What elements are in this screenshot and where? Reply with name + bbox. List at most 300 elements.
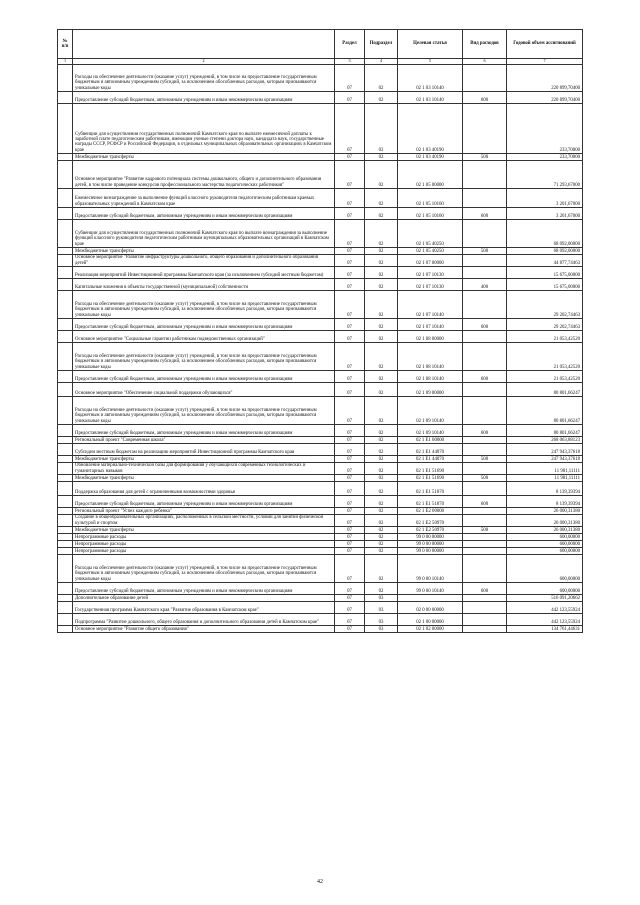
cell-section: 07	[335, 626, 365, 633]
cell-section: 07	[335, 508, 365, 515]
index-cell: 1	[58, 59, 73, 65]
cell-target: 02 1 07 10130	[398, 279, 463, 291]
cell-expense-kind	[463, 515, 507, 527]
cell-subsection: 02	[365, 482, 398, 496]
cell-amount: 233,70000	[507, 104, 583, 154]
cell-subsection: 02	[365, 343, 398, 371]
cell-num	[58, 189, 73, 208]
cell-amount: 8 139,39394	[507, 496, 583, 508]
cell-subsection: 02	[365, 555, 398, 583]
table-row	[58, 444, 583, 456]
cell-subsection: 02	[365, 508, 398, 515]
table-row	[58, 267, 583, 279]
cell-name: Расходы на обеспечение деятельности (оказание услуг) учреждений, в том числе на предоставление государственным бюджетным и автономным учреждениям субсидий, за исключением обособленных расходов, которым присваиваются уникальные коды	[73, 291, 335, 319]
table-row	[58, 161, 583, 189]
table-row	[58, 319, 583, 331]
table-row	[58, 555, 583, 583]
cell-section: 07	[335, 319, 365, 331]
cell-section: 07	[335, 548, 365, 555]
cell-target: 99 0 00 10140	[398, 555, 463, 583]
cell-subsection: 02	[365, 444, 398, 456]
cell-subsection: 02	[365, 331, 398, 343]
cell-num	[58, 248, 73, 255]
cell-section: 07	[335, 331, 365, 343]
cell-target: 02 1 E2 50970	[398, 527, 463, 534]
cell-section: 07	[335, 482, 365, 496]
cell-amount: 3 201,67000	[507, 189, 583, 208]
cell-amount: 29 202,74463	[507, 291, 583, 319]
cell-amount: 71 293,67000	[507, 161, 583, 189]
cell-num	[58, 154, 73, 161]
cell-target	[398, 595, 463, 602]
cell-target: 02 1 00 00000	[398, 614, 463, 626]
cell-section: 07	[335, 475, 365, 482]
cell-amount: 80 801,66247	[507, 383, 583, 397]
cell-subsection: 02	[365, 515, 398, 527]
cell-section: 07	[335, 248, 365, 255]
cell-name: Межбюджетные трансферты	[73, 475, 335, 482]
table-row	[58, 279, 583, 291]
cell-amount: 26 000,31380	[507, 508, 583, 515]
cell-num	[58, 104, 73, 154]
cell-num	[58, 482, 73, 496]
cell-target: 02 1 08 10140	[398, 343, 463, 371]
cell-amount: 600,00000	[507, 541, 583, 548]
cell-num	[58, 371, 73, 383]
cell-section: 07	[335, 456, 365, 463]
cell-target: 02 1 05 10160	[398, 189, 463, 208]
cell-name: Расходы на обеспечение деятельности (оказание услуг) учреждений, в том числе на предоставление государственным бюджетным и автономным учреждениям субсидий, за исключением обособленных расходов, которым присваиваются уникальные коды	[73, 65, 335, 92]
cell-expense-kind	[463, 255, 507, 267]
cell-target: 02 1 E1 51870	[398, 482, 463, 496]
cell-name: Основное мероприятие "Социальные гарантии работникам подведомственных организаций"	[73, 331, 335, 343]
cell-expense-kind	[463, 534, 507, 541]
cell-name: Непрограммные расходы	[73, 534, 335, 541]
table-row	[58, 548, 583, 555]
cell-num	[58, 319, 73, 331]
cell-name: Основное мероприятие "Развитие инфраструктуры дошкольного, общего образования и дополнительного образования детей"	[73, 255, 335, 267]
cell-target: 02 1 02 00000	[398, 626, 463, 633]
cell-num	[58, 456, 73, 463]
cell-amount: 15 675,00000	[507, 267, 583, 279]
cell-expense-kind: 500	[463, 456, 507, 463]
cell-target: 02 1 05 40250	[398, 220, 463, 248]
cell-num	[58, 65, 73, 92]
header-col-subsection: Подраздел	[365, 30, 398, 59]
cell-subsection: 02	[365, 463, 398, 475]
cell-num	[58, 614, 73, 626]
table-row	[58, 65, 583, 92]
cell-expense-kind: 500	[463, 154, 507, 161]
cell-expense-kind	[463, 397, 507, 425]
page-number: 42	[317, 879, 323, 885]
cell-section: 07	[335, 92, 365, 104]
cell-name: Субсидии местным бюджетам на реализацию мероприятий Инвестиционной программы Камчатского края	[73, 444, 335, 456]
cell-section: 07	[335, 583, 365, 595]
table-row	[58, 92, 583, 104]
cell-num	[58, 496, 73, 508]
cell-expense-kind	[463, 463, 507, 475]
cell-name: Расходы на обеспечение деятельности (оказание услуг) учреждений, в том числе на предоставление государственным бюджетным и автономным учреждениям субсидий, за исключением обособленных расходов, которым присваиваются уникальные коды	[73, 555, 335, 583]
cell-subsection: 02	[365, 291, 398, 319]
cell-subsection: 03	[365, 626, 398, 633]
cell-name: Расходы на обеспечение деятельности (оказание услуг) учреждений, в том числе на предоставление государственным бюджетным и автономным учреждениям субсидий, за исключением обособленных расходов, которым присваиваются уникальные коды	[73, 343, 335, 371]
cell-num	[58, 475, 73, 482]
cell-name: Межбюджетные трансферты	[73, 456, 335, 463]
cell-subsection: 02	[365, 104, 398, 154]
table-row	[58, 343, 583, 371]
cell-name: Межбюджетные трансферты	[73, 248, 335, 255]
cell-num	[58, 291, 73, 319]
budget-table-sheet	[57, 29, 582, 633]
cell-section: 07	[335, 534, 365, 541]
table-row	[58, 208, 583, 220]
cell-target: 02 1 E1 51690	[398, 475, 463, 482]
cell-subsection: 02	[365, 425, 398, 437]
cell-num	[58, 463, 73, 475]
cell-name: Предоставление субсидий бюджетным, автономным учреждениям и иным некоммерческим организациям	[73, 496, 335, 508]
cell-amount: 600,00000	[507, 583, 583, 595]
cell-expense-kind	[463, 383, 507, 397]
cell-num	[58, 383, 73, 397]
cell-section: 07	[335, 154, 365, 161]
cell-amount: 26 000,31380	[507, 515, 583, 527]
cell-subsection: 02	[365, 534, 398, 541]
cell-expense-kind	[463, 626, 507, 633]
cell-section: 07	[335, 65, 365, 92]
cell-name: Предоставление субсидий бюджетным, автономным учреждениям и иным некоммерческим организациям	[73, 583, 335, 595]
cell-amount: 44 877,74463	[507, 255, 583, 267]
cell-target: 99 0 00 00000	[398, 541, 463, 548]
cell-expense-kind	[463, 508, 507, 515]
cell-amount: 80 801,66247	[507, 425, 583, 437]
cell-target: 02 1 E2 00000	[398, 508, 463, 515]
cell-amount: 247 943,37618	[507, 456, 583, 463]
table-row	[58, 626, 583, 633]
cell-target: 99 0 00 00000	[398, 534, 463, 541]
header-col-expense: Вид расходов	[463, 30, 507, 59]
cell-expense-kind	[463, 189, 507, 208]
cell-section: 07	[335, 255, 365, 267]
cell-expense-kind	[463, 444, 507, 456]
cell-amount: 29 202,74463	[507, 319, 583, 331]
cell-num	[58, 343, 73, 371]
cell-expense-kind: 600	[463, 92, 507, 104]
cell-num	[58, 595, 73, 602]
cell-expense-kind	[463, 541, 507, 548]
cell-name: Межбюджетные трансферты	[73, 154, 335, 161]
cell-subsection: 03	[365, 614, 398, 626]
cell-amount: 21 053,42520	[507, 371, 583, 383]
cell-expense-kind: 600	[463, 496, 507, 508]
cell-amount: 26 000,31380	[507, 527, 583, 534]
cell-amount: 233,70000	[507, 154, 583, 161]
cell-subsection: 02	[365, 255, 398, 267]
cell-target: 99 0 00 00000	[398, 548, 463, 555]
table-row	[58, 508, 583, 515]
cell-expense-kind	[463, 595, 507, 602]
cell-subsection: 02	[365, 248, 398, 255]
cell-name: Региональный проект "Успех каждого ребенка"	[73, 508, 335, 515]
index-cell: 3	[335, 59, 365, 65]
cell-name: Государственная программа Камчатского края "Развитие образования в Камчатском крае"	[73, 602, 335, 614]
table-row	[58, 602, 583, 614]
cell-expense-kind	[463, 104, 507, 154]
table-row	[58, 475, 583, 482]
cell-amount: 21 053,42520	[507, 331, 583, 343]
cell-section: 07	[335, 220, 365, 248]
cell-name: Реализация мероприятий Инвестиционной программы Камчатского края (за исключением субсидий местным бюджетам)	[73, 267, 335, 279]
table-row	[58, 456, 583, 463]
table-row	[58, 437, 583, 444]
cell-name: Ежемесячное вознаграждение за выполнение функций классного руководителя педагогическим работникам краевых образовательных учреждений в Камчатском крае	[73, 189, 335, 208]
cell-num	[58, 331, 73, 343]
cell-num	[58, 279, 73, 291]
cell-name: Расходы на обеспечение деятельности (оказание услуг) учреждений, в том числе на предоставление государственным бюджетным и автономным учреждениям субсидий, за исключением обособленных расходов, которым присваиваются уникальные коды	[73, 397, 335, 425]
cell-expense-kind	[463, 482, 507, 496]
cell-target: 02 1 E2 50970	[398, 515, 463, 527]
cell-target: 02 1 09 00000	[398, 383, 463, 397]
cell-num	[58, 534, 73, 541]
cell-expense-kind	[463, 220, 507, 248]
table-row	[58, 614, 583, 626]
cell-name: Предоставление субсидий бюджетным, автономным учреждениям и иным некоммерческим организациям	[73, 425, 335, 437]
cell-name: Предоставление субсидий бюджетным, автономным учреждениям и иным некоммерческим организациям	[73, 319, 335, 331]
cell-section: 07	[335, 614, 365, 626]
cell-amount: 15 675,00000	[507, 279, 583, 291]
table-row	[58, 515, 583, 527]
cell-section: 07	[335, 444, 365, 456]
cell-section: 07	[335, 343, 365, 371]
cell-expense-kind	[463, 437, 507, 444]
header-col-target: Целевая статья	[398, 30, 463, 59]
cell-target: 02 1 E1 44070	[398, 444, 463, 456]
cell-num	[58, 397, 73, 425]
cell-target: 02 1 07 10140	[398, 291, 463, 319]
cell-subsection: 02	[365, 65, 398, 92]
index-cell: 5	[398, 59, 463, 65]
cell-name: Предоставление субсидий бюджетным, автономным учреждениям и иным некоммерческим организациям	[73, 371, 335, 383]
cell-section: 07	[335, 161, 365, 189]
cell-name: Основное мероприятие "Развитие кадрового потенциала системы дошкольного, общего и дополнительного образования детей, в том числе проведение конкурсов профессионального мастерства педагогических работников"	[73, 161, 335, 189]
table-row	[58, 189, 583, 208]
cell-subsection: 02	[365, 548, 398, 555]
cell-num	[58, 541, 73, 548]
cell-target: 02 1 05 00000	[398, 161, 463, 189]
cell-expense-kind: 400	[463, 279, 507, 291]
cell-section: 07	[335, 515, 365, 527]
cell-num	[58, 267, 73, 279]
cell-name: Региональный проект "Современная школа"	[73, 437, 335, 444]
cell-section: 07	[335, 397, 365, 425]
table-row	[58, 463, 583, 475]
cell-section: 07	[335, 279, 365, 291]
cell-num	[58, 583, 73, 595]
table-row	[58, 248, 583, 255]
cell-target: 02 1 09 10140	[398, 397, 463, 425]
table-row	[58, 255, 583, 267]
cell-subsection: 02	[365, 220, 398, 248]
cell-target: 02 1 03 10140	[398, 65, 463, 92]
cell-target: 02 1 03 40190	[398, 104, 463, 154]
table-row	[58, 383, 583, 397]
cell-amount: 268 063,88123	[507, 437, 583, 444]
cell-name: Предоставление субсидий бюджетным, автономным учреждениям и иным некоммерческим организациям	[73, 208, 335, 220]
cell-num	[58, 220, 73, 248]
cell-name: Основное мероприятие "Обеспечение социальной поддержки обучающихся"	[73, 383, 335, 397]
cell-expense-kind: 600	[463, 371, 507, 383]
cell-target: 02 1 E1 44070	[398, 456, 463, 463]
cell-section: 07	[335, 496, 365, 508]
cell-expense-kind: 500	[463, 248, 507, 255]
cell-expense-kind	[463, 614, 507, 626]
budget-table	[57, 29, 583, 633]
header-col-section: Раздел	[335, 30, 365, 59]
cell-section: 07	[335, 437, 365, 444]
cell-amount: 68 092,00000	[507, 248, 583, 255]
cell-expense-kind: 500	[463, 475, 507, 482]
cell-target: 02 1 05 10160	[398, 208, 463, 220]
cell-name: Создание в общеобразовательных организациях, расположенных в сельской местности, условий для занятий физической культурой и спортом	[73, 515, 335, 527]
cell-name: Обновление материально-технической базы для формирования у обучающихся современных технологических и гуманитарных навыков	[73, 463, 335, 475]
cell-expense-kind	[463, 343, 507, 371]
cell-section: 07	[335, 189, 365, 208]
table-row	[58, 534, 583, 541]
cell-section: 07	[335, 104, 365, 154]
cell-target: 02 0 00 00000	[398, 602, 463, 614]
cell-num	[58, 437, 73, 444]
index-cell: 7	[507, 59, 583, 65]
cell-subsection: 02	[365, 583, 398, 595]
cell-name: Непрограммные расходы	[73, 548, 335, 555]
cell-subsection: 02	[365, 161, 398, 189]
cell-amount: 11 981,11111	[507, 475, 583, 482]
cell-name: Капитальные вложения в объекты государственной (муниципальной) собственности	[73, 279, 335, 291]
cell-expense-kind: 600	[463, 583, 507, 595]
table-row	[58, 425, 583, 437]
table-row	[58, 527, 583, 534]
cell-expense-kind	[463, 65, 507, 92]
cell-subsection: 02	[365, 92, 398, 104]
table-row	[58, 397, 583, 425]
cell-num	[58, 92, 73, 104]
cell-section: 07	[335, 425, 365, 437]
cell-subsection: 02	[365, 456, 398, 463]
cell-num	[58, 555, 73, 583]
cell-subsection: 02	[365, 527, 398, 534]
cell-amount: 80 801,66247	[507, 397, 583, 425]
cell-amount: 220 899,70400	[507, 92, 583, 104]
cell-expense-kind	[463, 331, 507, 343]
header-col-amount: Годовой объем ассигнований	[507, 30, 583, 59]
cell-amount: 220 899,70400	[507, 65, 583, 92]
table-row	[58, 291, 583, 319]
cell-section: 07	[335, 541, 365, 548]
cell-num	[58, 626, 73, 633]
index-cell: 4	[365, 59, 398, 65]
cell-subsection: 02	[365, 397, 398, 425]
cell-target: 02 1 08 10140	[398, 371, 463, 383]
cell-name: Субвенции для осуществления государственных полномочий Камчатского края по выплате ежемесячной доплаты к заработной плате педагогическим работникам, имеющим ученые степени доктора наук, кандидата наук, государственные награды СССР, РСФСР и Российской Федерации, в отдельных муниципальных образовательных организациях в Камчатском крае	[73, 104, 335, 154]
cell-amount: 247 943,37618	[507, 444, 583, 456]
cell-subsection: 02	[365, 279, 398, 291]
cell-amount: 442 123,55924	[507, 614, 583, 626]
cell-subsection: 02	[365, 383, 398, 397]
cell-name: Непрограммные расходы	[73, 541, 335, 548]
cell-name: Дополнительное образование детей	[73, 595, 335, 602]
cell-expense-kind	[463, 267, 507, 279]
cell-subsection: 02	[365, 475, 398, 482]
cell-section: 07	[335, 208, 365, 220]
cell-amount: 68 092,00000	[507, 220, 583, 248]
cell-target: 02 1 05 40250	[398, 248, 463, 255]
cell-num	[58, 161, 73, 189]
cell-expense-kind	[463, 291, 507, 319]
cell-subsection: 02	[365, 541, 398, 548]
cell-subsection: 02	[365, 154, 398, 161]
cell-amount: 442 123,55924	[507, 602, 583, 614]
cell-name: Предоставление субсидий бюджетным, автономным учреждениям и иным некоммерческим организациям	[73, 92, 335, 104]
cell-amount: 134 761,44631	[507, 626, 583, 633]
cell-num	[58, 602, 73, 614]
cell-subsection: 02	[365, 208, 398, 220]
cell-amount: 600,00000	[507, 548, 583, 555]
table-row	[58, 104, 583, 154]
header-col-name	[73, 30, 335, 59]
cell-subsection: 02	[365, 437, 398, 444]
table-body	[58, 65, 583, 633]
cell-amount: 11 981,11111	[507, 463, 583, 475]
cell-num	[58, 508, 73, 515]
table-row	[58, 496, 583, 508]
cell-expense-kind	[463, 602, 507, 614]
cell-num	[58, 548, 73, 555]
cell-expense-kind: 600	[463, 208, 507, 220]
cell-num	[58, 527, 73, 534]
index-cell: 6	[463, 59, 507, 65]
cell-name: Основное мероприятие "Развитие общего образования"	[73, 626, 335, 633]
cell-amount: 516 091,20662	[507, 595, 583, 602]
table-row	[58, 331, 583, 343]
table-row	[58, 371, 583, 383]
header-col-num: № п/п	[58, 30, 73, 59]
table-row	[58, 595, 583, 602]
cell-section: 07	[335, 291, 365, 319]
index-cell: 2	[73, 59, 335, 65]
cell-target: 02 1 07 00000	[398, 255, 463, 267]
cell-section: 07	[335, 602, 365, 614]
cell-name: Субвенции для осуществления государственных полномочий Камчатского края по выплате вознаграждения за выполнение функций классного руководителя педагогическим работникам муниципальных образовательных организаций в Камчатском крае	[73, 220, 335, 248]
cell-target: 02 1 07 10140	[398, 319, 463, 331]
table-row	[58, 482, 583, 496]
cell-section: 07	[335, 371, 365, 383]
cell-subsection: 02	[365, 267, 398, 279]
cell-section: 07	[335, 383, 365, 397]
cell-expense-kind	[463, 548, 507, 555]
cell-amount: 600,00000	[507, 555, 583, 583]
cell-subsection: 02	[365, 496, 398, 508]
table-row	[58, 583, 583, 595]
cell-subsection: 02	[365, 371, 398, 383]
cell-target: 02 1 03 40190	[398, 154, 463, 161]
cell-expense-kind	[463, 555, 507, 583]
cell-section: 07	[335, 527, 365, 534]
cell-amount: 8 139,39394	[507, 482, 583, 496]
cell-target: 02 1 09 10140	[398, 425, 463, 437]
cell-target: 02 1 07 10130	[398, 267, 463, 279]
cell-amount: 21 053,42520	[507, 343, 583, 371]
cell-expense-kind	[463, 161, 507, 189]
